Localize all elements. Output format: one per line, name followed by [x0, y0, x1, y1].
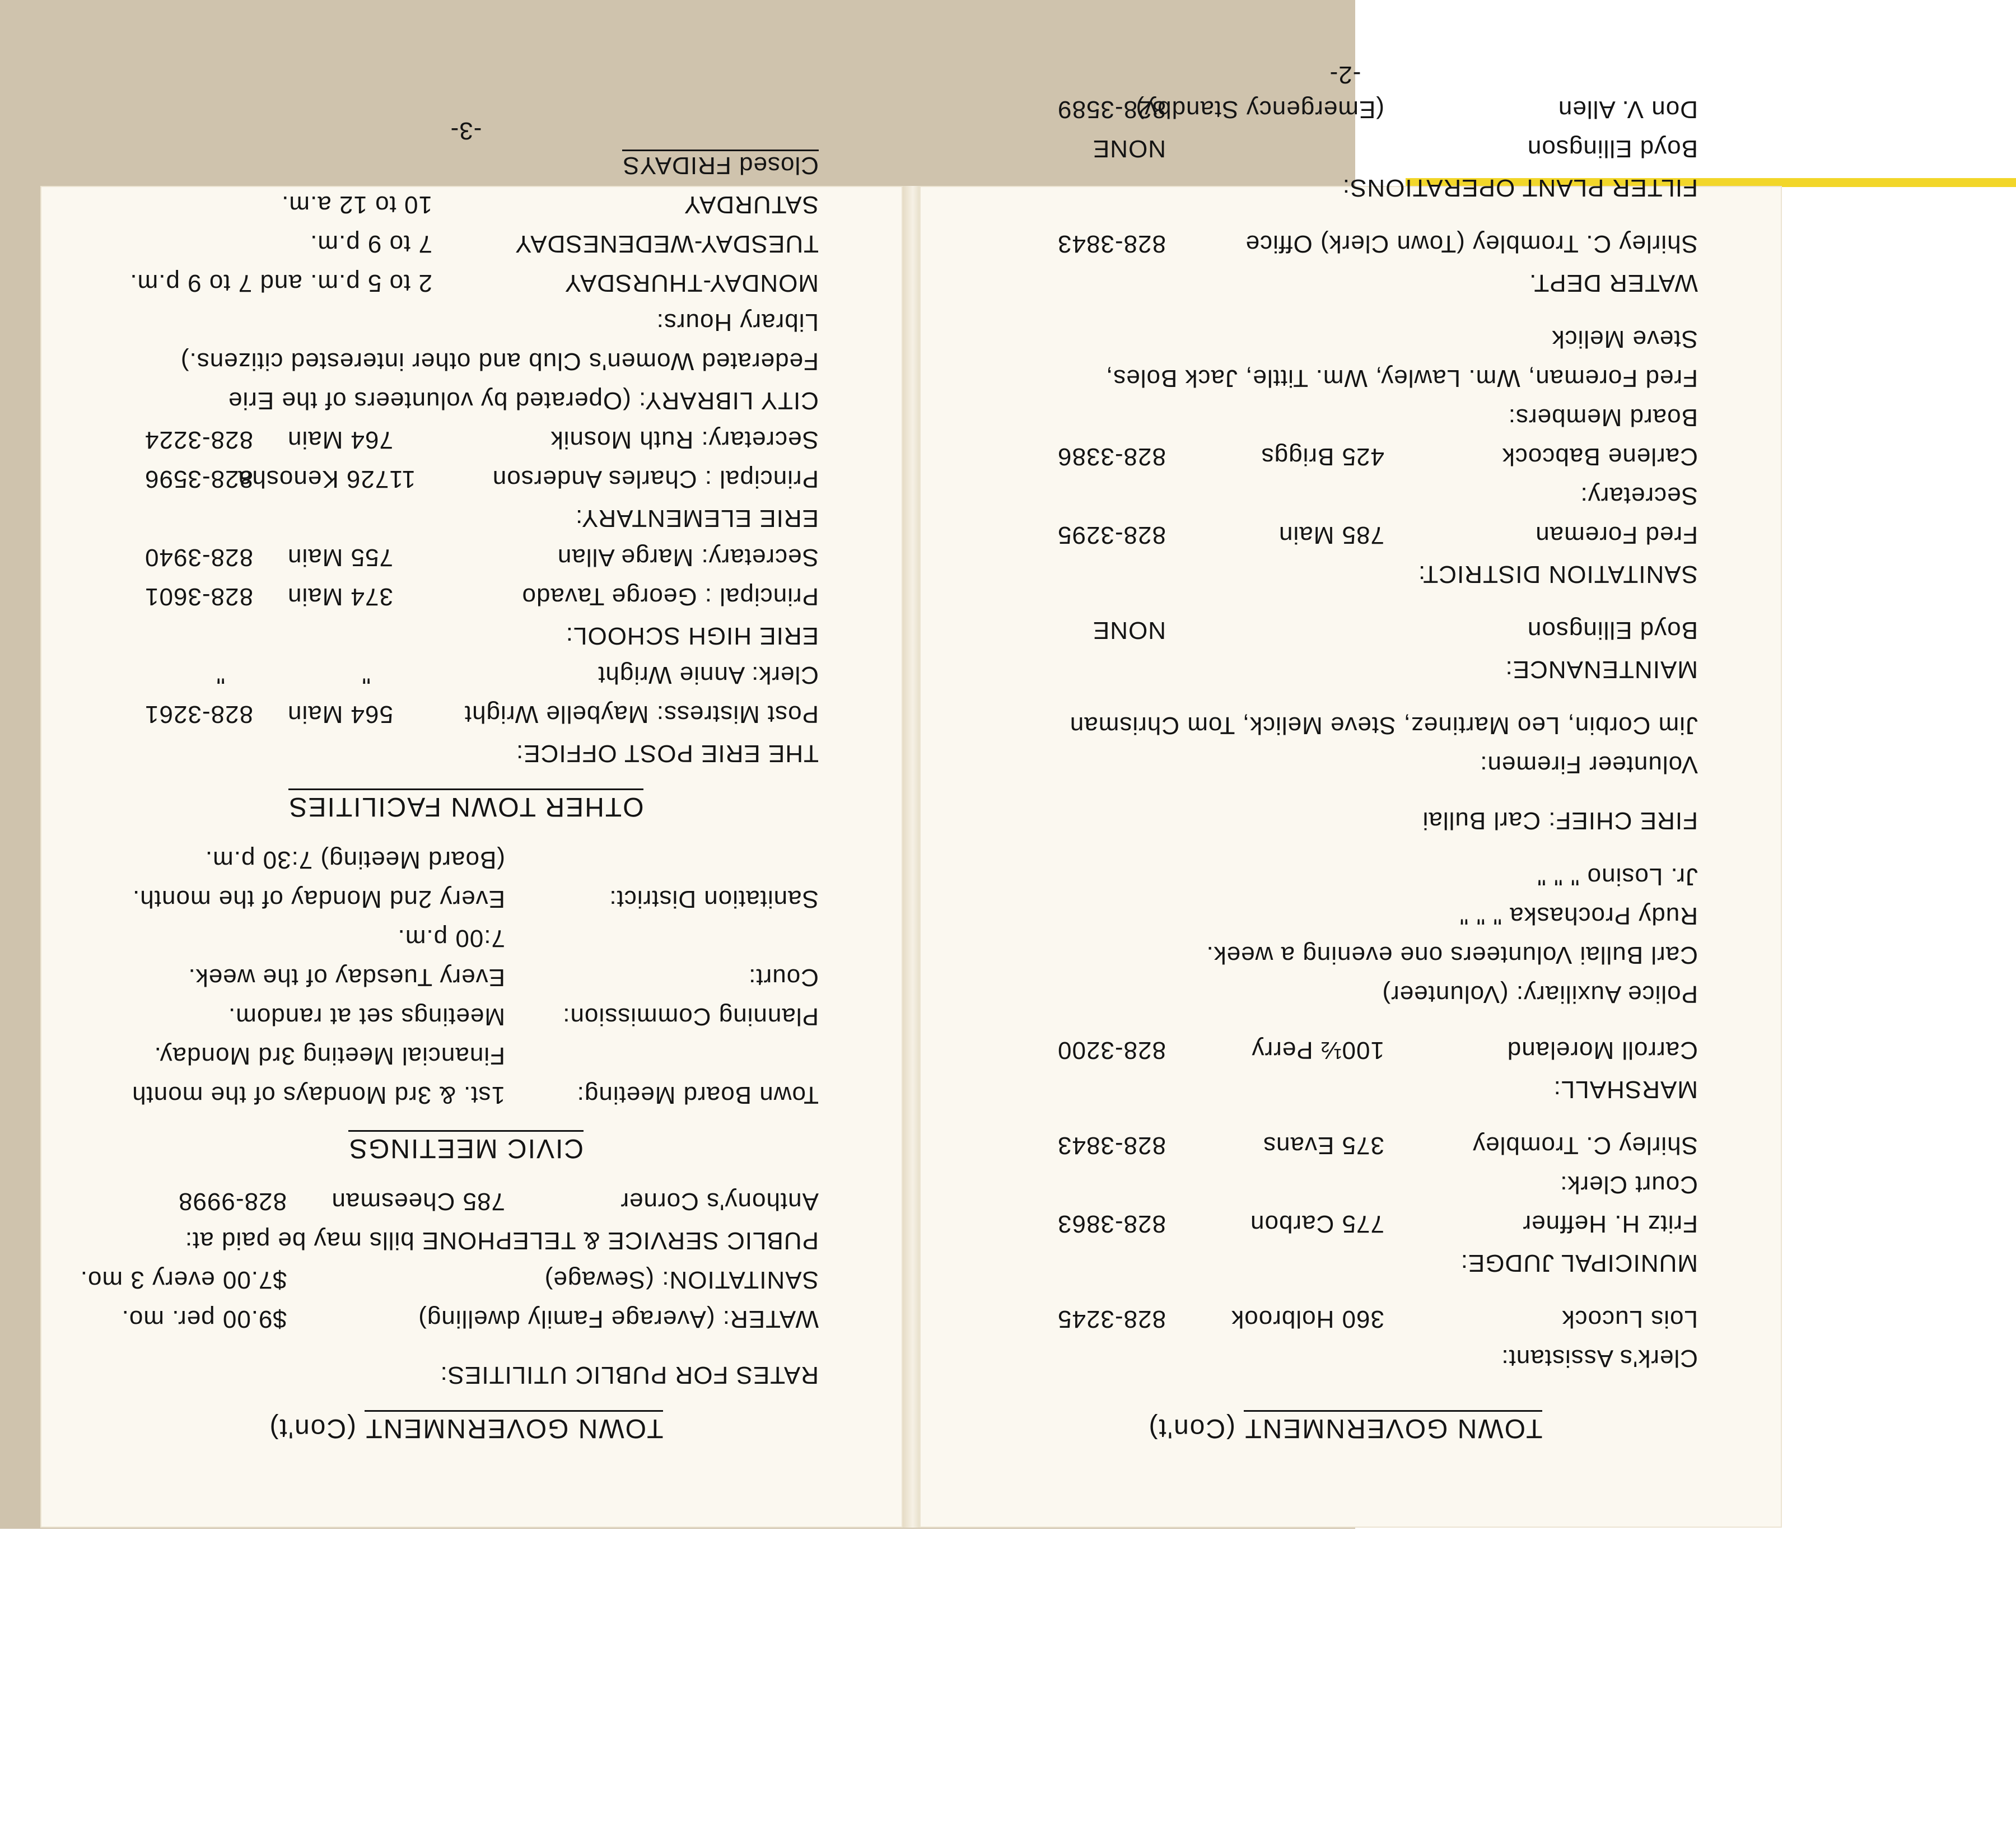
booklet-spread: [40, 61, 1782, 1528]
closed-note: Closed FRIDAYS: [622, 150, 819, 179]
section-label: Court Clerk:: [1560, 1171, 1698, 1198]
entry-phone: 828-3863: [1057, 1210, 1166, 1238]
entry-phone: 828-3224: [144, 426, 253, 454]
heading-suffix: (Con't): [268, 1413, 357, 1443]
entry-name: Shirley C. Trombley (Town Clerk) Office: [1245, 230, 1698, 258]
entry-address: 775 Carbon: [1250, 1210, 1384, 1238]
entry-phone: 828-3261: [144, 701, 253, 728]
entry-address: 100½ Perry: [1251, 1037, 1384, 1064]
entry-name: Don V. Allen: [1557, 96, 1698, 123]
board-list: Fred Foreman, Wm. Lawley, Wm. Tittle, Jack Boles,: [1105, 365, 1698, 392]
entry-phone: 828-3843: [1057, 1132, 1166, 1159]
entry-name: Post Mistress: Maybelle Wright: [464, 701, 819, 728]
entry-name: Carroll Moreland: [1506, 1037, 1698, 1064]
section-label: FILTER PLANT OPERATIONS:: [1342, 174, 1698, 202]
entry-phone: ": [216, 661, 225, 689]
entry-name: Shirley C. Trombley: [1472, 1132, 1698, 1159]
hours-days: MONDAY-THURSDAY: [564, 269, 819, 297]
civic-meetings-heading: CIVIC MEETINGS: [348, 1130, 584, 1164]
page-number: -2-: [1329, 61, 1361, 88]
meeting-label: Court:: [748, 964, 819, 991]
heading-title: TOWN GOVERNMENT: [1244, 1410, 1542, 1444]
meeting-label: Town Board Meeting:: [576, 1081, 819, 1109]
page-number: -3-: [450, 117, 482, 144]
rate-label: SANITATION: (Sewage): [544, 1266, 819, 1294]
entry-phone: 828-3843: [1057, 230, 1166, 258]
section-label: Board Members:: [1508, 404, 1698, 431]
meeting-value: (Board Meeting) 7:30 p.m.: [204, 846, 505, 874]
section-label: Library Hours:: [656, 309, 819, 336]
meeting-value: Meetings set at random.: [227, 1003, 505, 1030]
entry-phone: 828-3245: [1057, 1305, 1166, 1333]
entry-name: Clerk: Annie Wright: [598, 661, 819, 689]
entry-name: Principal : Charles Anderson: [492, 465, 819, 493]
section-label: Police Auxiliary: (Volunteer): [1382, 981, 1698, 1008]
rate-value: $7.00 every 3 mo.: [80, 1266, 287, 1294]
entry-phone: 828-3940: [144, 544, 253, 571]
entry-phone: NONE: [1092, 617, 1166, 644]
entry-name: Boyd Ellingson: [1527, 135, 1698, 162]
entry-address: 425 Briggs: [1261, 443, 1384, 470]
entry-address: 755 Main: [287, 544, 393, 571]
section-label: MAINTENANCE:: [1505, 656, 1698, 683]
page-3: [40, 117, 903, 1528]
hours-days: TUESDAY-WEDENESDAY: [515, 230, 819, 258]
meeting-value: 1st. & 3rd Mondays of the month: [132, 1081, 505, 1109]
fire-chief: FIRE CHIEF: Carl Bullai: [1422, 807, 1698, 834]
hours-time: 2 to 5 p.m. and 7 to 9 p.m.: [129, 269, 432, 297]
section-label: MUNICIPAL JUDGE:: [1460, 1249, 1698, 1277]
meeting-label: Planning Commission:: [562, 1003, 819, 1030]
police-line: Carl Bullai Volunteers one evening a week.: [1206, 941, 1698, 969]
entry-address: 564 Main: [287, 701, 393, 728]
meeting-value: Financial Meeting 3rd Monday.: [153, 1042, 505, 1070]
section-label: RATES FOR PUBLIC UTILITIES:: [440, 1361, 819, 1389]
police-line: Jr. Losino " " ": [1537, 863, 1698, 890]
entry-name: Lois Lucock: [1561, 1305, 1698, 1333]
entry-name: Fred Foreman: [1535, 521, 1698, 549]
public-service-note: PUBLIC SERVICE & TELEPHONE bills may be paid at:: [184, 1227, 819, 1254]
entry-address: 764 Main: [287, 426, 393, 454]
booklet-spine: [903, 186, 920, 1528]
entry-address: 374 Main: [287, 583, 393, 610]
entry-address: 11726 Kenosha: [237, 465, 416, 493]
section-label: ERIE HIGH SCHOOL:: [565, 622, 819, 650]
page-heading: [113, 1393, 819, 1444]
rate-value: $9.00 per. mo.: [121, 1305, 287, 1333]
meeting-label: Sanitation District:: [609, 885, 819, 913]
board-list: Steve Melick: [1551, 325, 1698, 353]
entry-phone: 828-3295: [1057, 521, 1166, 549]
section-label: Clerk's Assistant:: [1501, 1345, 1698, 1372]
entry-phone: 828-9998: [178, 1188, 287, 1215]
entry-phone: NONE: [1092, 135, 1166, 162]
entry-address: 785 Cheesman: [331, 1188, 505, 1215]
library-note: Federated Women's Club and other interested citizens.): [180, 348, 819, 375]
entry-phone: 828-3601: [144, 583, 253, 610]
hours-days: SATURDAY: [683, 191, 819, 218]
heading-title: TOWN GOVERNMENT: [365, 1410, 663, 1444]
entry-name: Principal : George Tavado: [521, 583, 819, 610]
entry-note: (Emergency Standby): [1135, 96, 1384, 123]
heading-suffix: (Con't): [1147, 1413, 1236, 1443]
section-label: Secretary:: [1580, 482, 1698, 510]
entry-name: Secretary: Marge Allan: [557, 544, 819, 571]
section-label: SANITATION DISTRICT:: [1418, 561, 1698, 588]
entry-name: Boyd Ellingson: [1527, 617, 1698, 644]
entry-address: 360 Holbrook: [1231, 1305, 1384, 1333]
entry-phone: 828-3386: [1057, 443, 1166, 470]
entry-phone: 828-3589: [1057, 96, 1166, 123]
other-facilities-heading: OTHER TOWN FACILITIES: [288, 788, 644, 822]
section-label: ERIE ELEMENTARY:: [575, 505, 819, 532]
entry-address: 785 Main: [1278, 521, 1384, 549]
rate-label: WATER: (Average Family dwelling): [418, 1305, 819, 1333]
entry-name: Secretary: Ruth Mosnik: [550, 426, 819, 454]
section-label: WATER DEPT.: [1529, 269, 1698, 297]
page-heading: [992, 1393, 1698, 1444]
police-line: Rudy Prochaska " " ": [1459, 902, 1698, 930]
hours-time: 10 to 12 a.m.: [281, 191, 432, 218]
section-label: MARSHALL:: [1553, 1076, 1698, 1103]
entry-name: Anthony's Corner: [620, 1188, 819, 1215]
section-label: THE ERIE POST OFFICE:: [516, 740, 819, 767]
meeting-value: 7:00 p.m.: [397, 925, 505, 952]
meeting-value: Every Tuesday of the week.: [188, 964, 505, 991]
library-heading: CITY LIBRARY: (Operated by volunteers of the Erie: [228, 387, 819, 414]
entry-address: ": [361, 661, 371, 689]
firemen-list: Jim Corbin, Leo Martinez, Steve Melick, Tom Chrisman: [1069, 712, 1698, 739]
page-2: [920, 61, 1782, 1528]
meeting-value: Every 2nd Monday of the month.: [132, 885, 505, 913]
hours-time: 7 to 9 p.m.: [310, 230, 432, 258]
entry-address: 375 Evans: [1263, 1132, 1384, 1159]
section-label: Volunteer Firemen:: [1480, 751, 1698, 778]
entry-phone: 828-3200: [1057, 1037, 1166, 1064]
entry-name: Carlene Babcock: [1501, 443, 1698, 470]
entry-phone: 828-3596: [144, 465, 253, 493]
entry-name: Fritz H. Heffner: [1522, 1210, 1698, 1238]
